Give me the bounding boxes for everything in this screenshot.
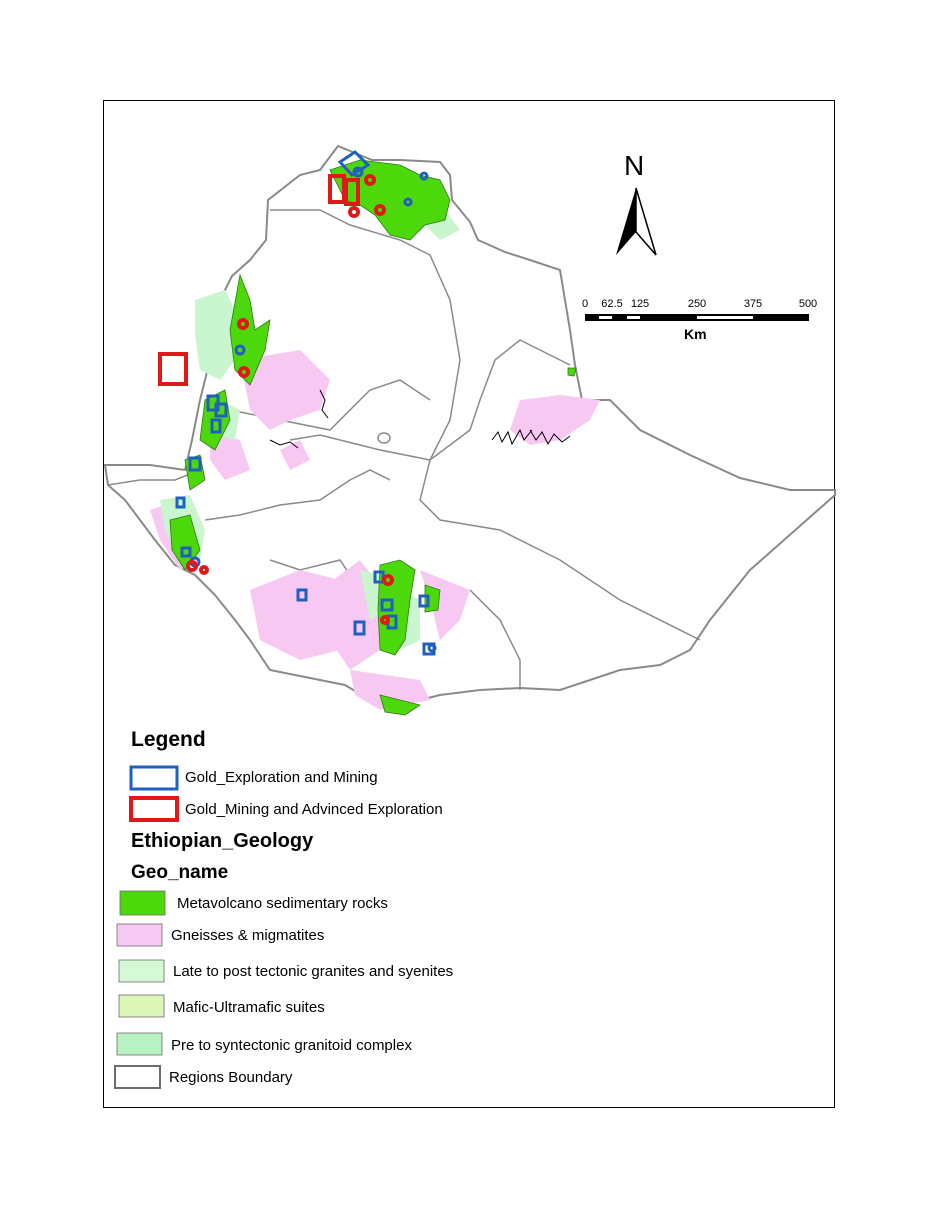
scale-tick-label: 375 bbox=[743, 298, 763, 310]
legend-swatch-pre-syntectonic bbox=[117, 1033, 162, 1055]
legend-label-mining: Gold_Mining and Advinced Exploration bbox=[185, 801, 443, 818]
legend-label-gneisses: Gneisses & migmatites bbox=[171, 927, 325, 944]
legend-label-pre-syntectonic: Pre to syntectonic granitoid complex bbox=[171, 1037, 412, 1054]
legend-swatch-mafic bbox=[119, 995, 164, 1017]
scale-tick-label: 125 bbox=[630, 298, 650, 310]
legend-label-regions-boundary: Regions Boundary bbox=[169, 1069, 293, 1086]
legend-label-metavolcano: Metavolcano sedimentary rocks bbox=[177, 895, 388, 912]
legend-label-exploration: Gold_Exploration and Mining bbox=[185, 769, 378, 786]
scale-tick-label: 0 bbox=[581, 298, 589, 310]
scale-tick-label: 62.5 bbox=[601, 298, 623, 310]
scale-tick-label: 250 bbox=[687, 298, 707, 310]
scale-unit-label: Km bbox=[684, 326, 707, 342]
geo-field-label: Geo_name bbox=[131, 862, 229, 883]
legend-swatch-late-granites bbox=[119, 960, 164, 982]
legend-swatch-metavolcano bbox=[120, 891, 165, 915]
geology-title: Ethiopian_Geology bbox=[131, 830, 314, 852]
north-arrow-icon bbox=[616, 188, 656, 255]
legend-swatch-gneisses bbox=[117, 924, 162, 946]
legend-label-late-granites: Late to post tectonic granites and syenites bbox=[173, 963, 454, 980]
legend-label-mafic: Mafic-Ultramafic suites bbox=[173, 999, 325, 1016]
legend-swatch-exploration bbox=[131, 767, 177, 789]
scale-tick-label: 500 bbox=[798, 298, 818, 310]
scale-bar bbox=[585, 314, 809, 321]
north-label: N bbox=[624, 150, 645, 181]
legend-swatch-mining bbox=[131, 798, 177, 820]
legend-title: Legend bbox=[131, 728, 206, 751]
legend-swatch-regions-boundary bbox=[115, 1066, 160, 1088]
